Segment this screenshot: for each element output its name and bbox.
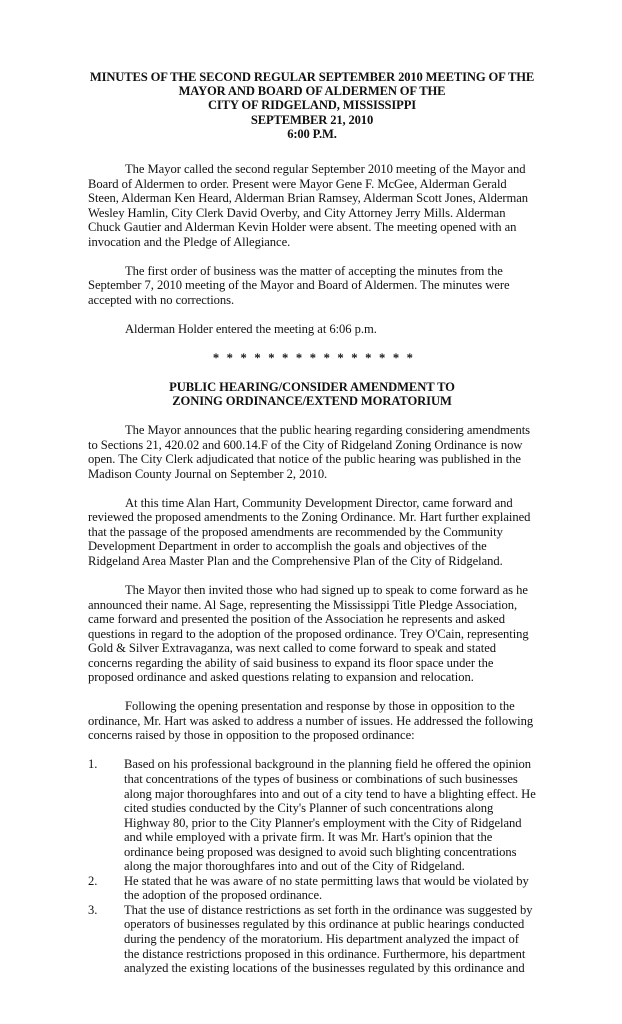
heading-line: ZONING ORDINANCE/EXTEND MORATORIUM (172, 394, 452, 409)
document-title (88, 70, 536, 141)
minutes-approval-paragraph: The first order of business was the matter of accepting the minutes from the September 7, 2010 meeting of the Mayor and Board of Aldermen. The minutes were accepted with no corrections. (88, 263, 510, 307)
list-text: Based on his professional background in the planning field he offered the opinion that concentrations of the types of business or combinations of such businesses along major thoroughfares into and out of a city tend to have a blighting effect. He cited studies conducted by the City's Planner of such concentrations along Highway 80, prior to the City Planner's employment with the City of Ridgeland and while employed with a private firm. It was Mr. Hart's opinion that the ordinance being proposed was designed to avoid such blighting concentrations along the major thoroughfares into and out of the City of Ridgeland. (124, 757, 536, 874)
concerns-list (88, 757, 536, 975)
list-text: He stated that he was aware of no state permitting laws that would be violated by the adoption of the proposed ordinance. (124, 873, 529, 903)
section-separator: * * * * * * * * * * * * * * * (212, 350, 416, 365)
section-heading (88, 380, 536, 409)
speakers-paragraph: The Mayor then invited those who had signed up to speak to come forward as he announced their name. Al Sage, representing the Mississippi Title Pledge Association, came forward and presented the position of the Association he represents and asked questions in regard to the adoption of the proposed ordinance. Trey O'Cain, representing Gold & Silver Extravaganza, was next called to come forward to speak and stated concerns regarding the ability of said business to expand its floor space under the proposed ordinance and asked questions relating to expansion and relocation. (88, 583, 529, 685)
title-line: MINUTES OF THE SECOND REGULAR SEPTEMBER 2010 MEETING OF THE (89, 70, 535, 84)
list-item (88, 757, 536, 873)
meeting-date: SEPTEMBER 21, 2010 (250, 112, 374, 127)
attendance-paragraph: The Mayor called the second regular September 2010 meeting of the Mayor and Board of Aldermen to order. Present were Mayor Gene F. McGee, Alderman Gerald Steen, Alderman Ken Heard, Alderman Brian Ramsey, Alderman Scott Jones, Alderman Wesley Hamlin, City Clerk David Overby, and City Attorney Jerry Mills. Alderman Chuck Gautier and Alderman Kevin Holder were absent. The meeting opened with an invocation and the Pledge of Allegiance. (88, 162, 529, 249)
heading-line: PUBLIC HEARING/CONSIDER AMENDMENT TO (169, 379, 455, 394)
list-item (88, 903, 536, 976)
list-number: 2. (88, 873, 98, 888)
title-line: CITY OF RIDGELAND, MISSISSIPPI (207, 98, 416, 113)
concerns-intro-paragraph: Following the opening presentation and response by those in opposition to the ordinance, Mr. Hart was asked to address a number of issues. He addressed the following concerns raised by those in opposition to the proposed ordinance: (88, 699, 534, 743)
late-arrival-paragraph: Alderman Holder entered the meeting at 6:06 p.m. (125, 321, 377, 336)
document-page (88, 70, 536, 976)
list-text: That the use of distance restrictions as set forth in the ordinance was suggested by operators of businesses regulated by this ordinance at public hearings conducted during the pendency of the moratorium. His department analyzed the impact of the distance restrictions proposed in this ordinance. Furthermore, his department analyzed the existing locations of the businesses regulated by this ordinance and (124, 902, 533, 976)
meeting-time: 6:00 P.M. (287, 126, 337, 141)
title-line: MAYOR AND BOARD OF ALDERMEN OF THE (178, 84, 446, 99)
list-item (88, 874, 536, 903)
list-number: 1. (88, 757, 98, 772)
list-number: 3. (88, 902, 98, 917)
hearing-open-paragraph: The Mayor announces that the public hearing regarding considering amendments to Sections 21, 420.02 and 600.14.F of the City of Ridgeland Zoning Ordinance is now open. The City Clerk adjudicated that notice of the public hearing was published in the Madison County Journal on September 2, 2010. (88, 423, 531, 481)
director-review-paragraph: At this time Alan Hart, Community Development Director, came forward and reviewed the proposed amendments to the Zoning Ordinance. Mr. Hart further explained that the passage of the proposed amendments are recommended by the Community Development Department in order to accomplish the goals and objectives of the Ridgeland Area Master Plan and the Comprehensive Plan of the City of Ridgeland. (88, 495, 531, 568)
